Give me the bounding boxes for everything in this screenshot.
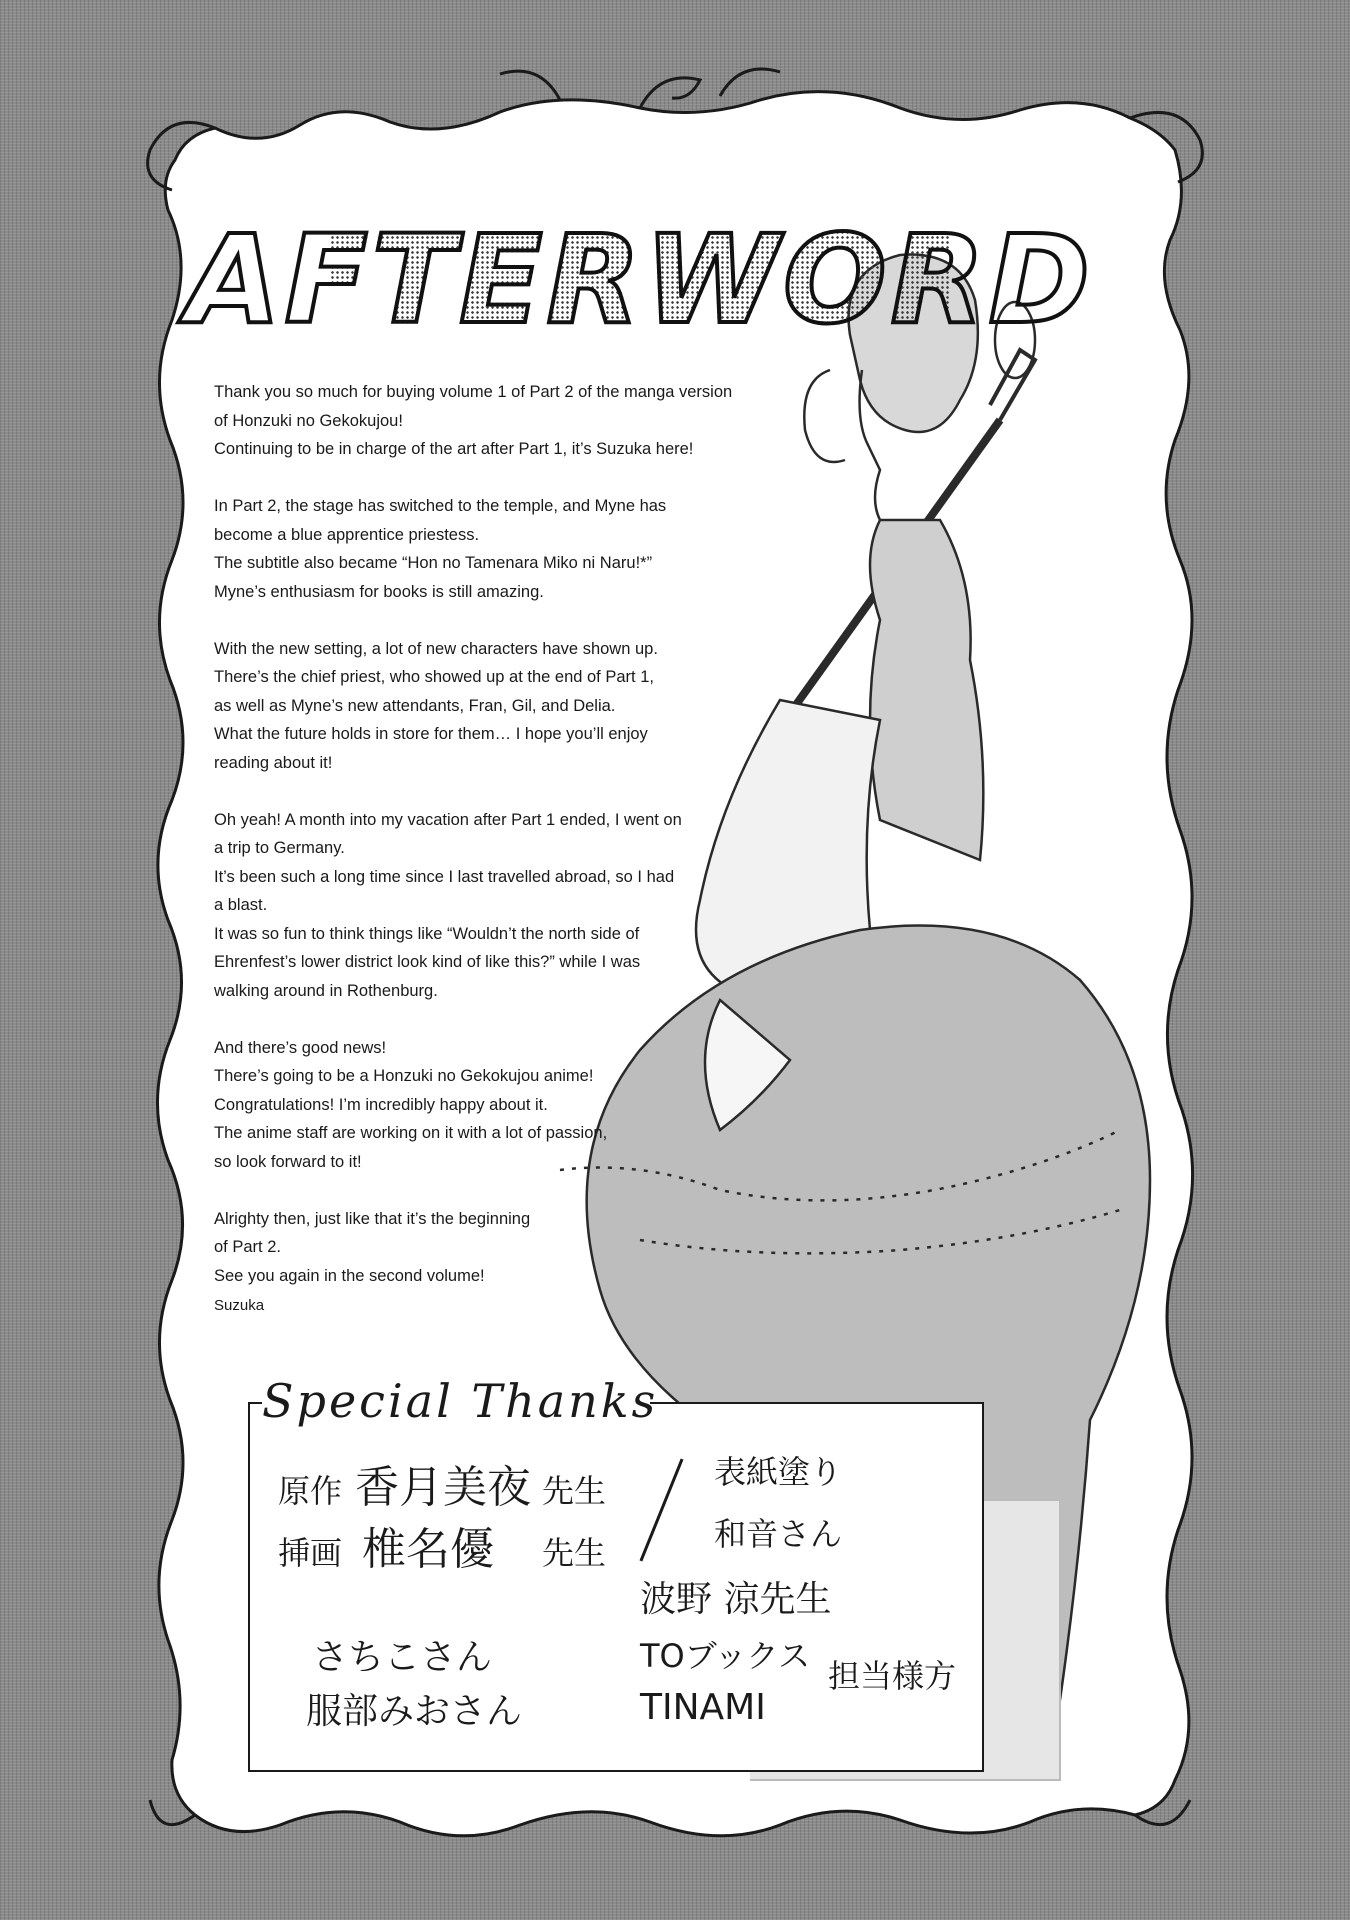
paragraph xyxy=(214,378,814,464)
credit-honorific: 先生 xyxy=(542,1472,607,1510)
text-line: See you again in the second volume! xyxy=(214,1266,485,1285)
box-top-rule xyxy=(248,1402,262,1404)
paragraph xyxy=(214,635,814,778)
author-signature: Suzuka xyxy=(214,1297,265,1314)
page-title: AFTERWORD xyxy=(186,209,1094,351)
paragraph xyxy=(214,806,814,1006)
text-line: There’s going to be a Honzuki no Gekokujou anime! xyxy=(214,1067,594,1085)
paragraph xyxy=(214,1205,814,1291)
text-line: become a blue apprentice priestess. xyxy=(214,525,480,544)
credit-honorific: 先生 xyxy=(542,1534,607,1572)
credit-label-original: 原作 xyxy=(278,1472,343,1510)
credit-publisher-staff: 担当様方 xyxy=(828,1657,957,1695)
text-line: And there’s good news! xyxy=(214,1038,387,1057)
text-line: With the new setting, a lot of new characters have shown up. xyxy=(214,639,658,658)
text-line: The subtitle also became “Hon no Tamenara Miko ni Naru!*” xyxy=(214,554,653,572)
text-line: so look forward to it! xyxy=(214,1152,362,1171)
text-line: walking around in Rothenburg. xyxy=(214,981,438,1000)
credit-label-cover-color: 表紙塗り xyxy=(714,1453,843,1491)
text-line: Thank you so much for buying volume 1 of Part 2 of the manga version xyxy=(214,383,733,401)
text-line: Myne’s enthusiasm for books is still amazing. xyxy=(214,582,544,601)
afterword-body xyxy=(214,378,814,1319)
text-line: a trip to Germany. xyxy=(214,839,345,857)
credit-name-illustration: 椎名優 xyxy=(362,1524,494,1575)
text-line: What the future holds in store for them… I hope you’ll enjoy xyxy=(214,725,648,743)
credit-name-cover-color: 和音さん xyxy=(714,1515,843,1553)
text-line: Congratulations! I’m incredibly happy about it. xyxy=(214,1095,548,1114)
credit-name-original: 香月美夜 xyxy=(355,1462,531,1513)
paragraph xyxy=(214,1034,814,1177)
credit-publisher: TINAMI xyxy=(640,1687,766,1728)
credit-publisher: TOブックス xyxy=(640,1637,811,1675)
text-line: of Part 2. xyxy=(214,1238,281,1256)
text-line: a blast. xyxy=(214,896,268,914)
text-line: It’s been such a long time since I last travelled abroad, so I had xyxy=(214,867,675,886)
text-line: There’s the chief priest, who showed up at the end of Part 1, xyxy=(214,668,654,686)
text-line: Ehrenfest’s lower district look kind of like this?” while I was xyxy=(214,953,641,971)
box-top-rule xyxy=(650,1402,982,1404)
credit-label-illustration: 挿画 xyxy=(278,1534,343,1572)
text-line: In Part 2, the stage has switched to the temple, and Myne has xyxy=(214,497,667,515)
text-line: reading about it! xyxy=(214,753,333,772)
text-line: of Honzuki no Gekokujou! xyxy=(214,411,403,430)
text-line: The anime staff are working on it with a lot of passion, xyxy=(214,1124,608,1142)
credit-name: 服部みおさん xyxy=(306,1691,523,1732)
text-line: Oh yeah! A month into my vacation after Part 1 ended, I went on xyxy=(214,810,682,829)
credit-name: さちこさん xyxy=(312,1637,493,1678)
text-line: Continuing to be in charge of the art after Part 1, it’s Suzuka here! xyxy=(214,440,694,458)
text-line: Alrighty then, just like that it’s the beginning xyxy=(214,1209,531,1228)
special-thanks-heading: Special Thanks xyxy=(262,1374,659,1428)
credit-name: 波野 涼先生 xyxy=(640,1579,832,1620)
text-line: It was so fun to think things like “Wouldn’t the north side of xyxy=(214,924,640,943)
text-line: as well as Myne’s new attendants, Fran, Gil, and Delia. xyxy=(214,696,616,715)
paragraph xyxy=(214,492,814,606)
